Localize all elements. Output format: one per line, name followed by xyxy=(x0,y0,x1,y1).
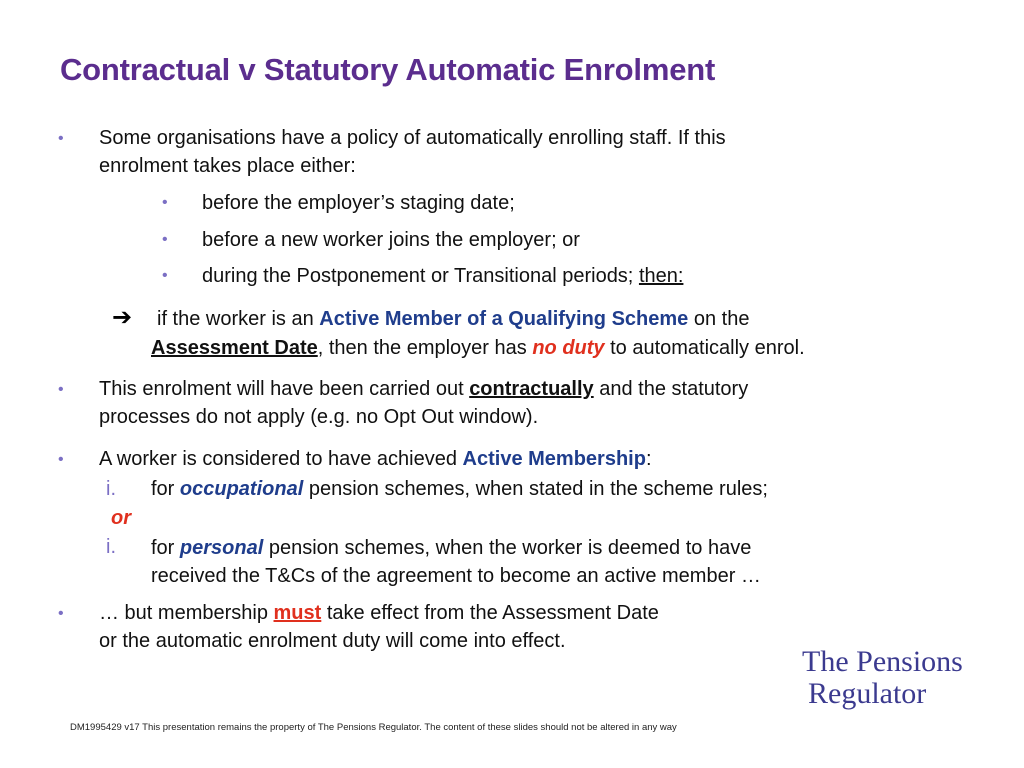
paragraph-3-item-2-line-1: for personal pension schemes, when the worker is deemed to have xyxy=(151,537,752,559)
sub-bullet-1: before the employer’s staging date; xyxy=(202,192,515,214)
paragraph-4-line-2: or the automatic enrolment duty will come into effect. xyxy=(99,630,566,652)
sub-bullet-icon: • xyxy=(162,231,168,248)
or-text: or xyxy=(111,507,131,529)
active-member-term: Active Member of a Qualifying Scheme xyxy=(319,308,689,330)
then-text: then: xyxy=(638,265,684,287)
paragraph-4-line-1: … but membership must take effect from the Assessment Date xyxy=(99,602,659,624)
assessment-date-term: Assessment Date xyxy=(151,337,318,359)
logo-line-1: The Pensions xyxy=(802,645,963,678)
paragraph-1-line-1: Some organisations have a policy of automatically enrolling staff. If this xyxy=(99,127,726,149)
slide-title: Contractual v Statutory Automatic Enrolment xyxy=(60,52,716,87)
paragraph-2-line-1: This enrolment will have been carried out contractually and the statutory xyxy=(99,378,749,400)
no-duty-term: no duty xyxy=(532,337,605,359)
footer-notice: DM1995429 v17 This presentation remains the property of The Pensions Regulator. The content of these slides should not be altered in any way xyxy=(70,722,677,733)
paragraph-3-item-1: for occupational pension schemes, when stated in the scheme rules; xyxy=(151,478,768,500)
active-membership-term: Active Membership xyxy=(462,448,646,470)
sub-bullet-2: before a new worker joins the employer; or xyxy=(202,229,580,251)
pensions-regulator-logo xyxy=(802,646,963,710)
arrow-line-2: Assessment Date, then the employer has no duty to automatically enrol. xyxy=(151,337,805,359)
roman-numeral-icon: i. xyxy=(106,478,116,500)
must-term: must xyxy=(273,602,322,624)
arrow-right-icon: ➔ xyxy=(112,304,133,331)
bullet-icon: • xyxy=(58,130,64,147)
bullet-icon: • xyxy=(58,451,64,468)
sub-bullet-icon: • xyxy=(162,267,168,284)
paragraph-3-item-2-line-2: received the T&Cs of the agreement to become an active member … xyxy=(151,565,761,587)
sub-bullet-3: during the Postponement or Transitional periods; then: xyxy=(202,265,684,287)
roman-numeral-icon: i. xyxy=(106,536,116,558)
bullet-icon: • xyxy=(58,381,64,398)
bullet-icon: • xyxy=(58,605,64,622)
occupational-term: occupational xyxy=(179,478,304,500)
arrow-line-1: if the worker is an Active Member of a Qualifying Scheme on the xyxy=(157,308,750,330)
paragraph-1-line-2: enrolment takes place either: xyxy=(99,155,356,177)
contractually-term: contractually xyxy=(469,378,594,400)
logo-line-2: Regulator xyxy=(808,677,927,710)
paragraph-3-line-1: A worker is considered to have achieved Active Membership: xyxy=(99,448,652,470)
personal-term: personal xyxy=(179,537,264,559)
paragraph-2-line-2: processes do not apply (e.g. no Opt Out window). xyxy=(99,406,539,428)
sub-bullet-icon: • xyxy=(162,194,168,211)
